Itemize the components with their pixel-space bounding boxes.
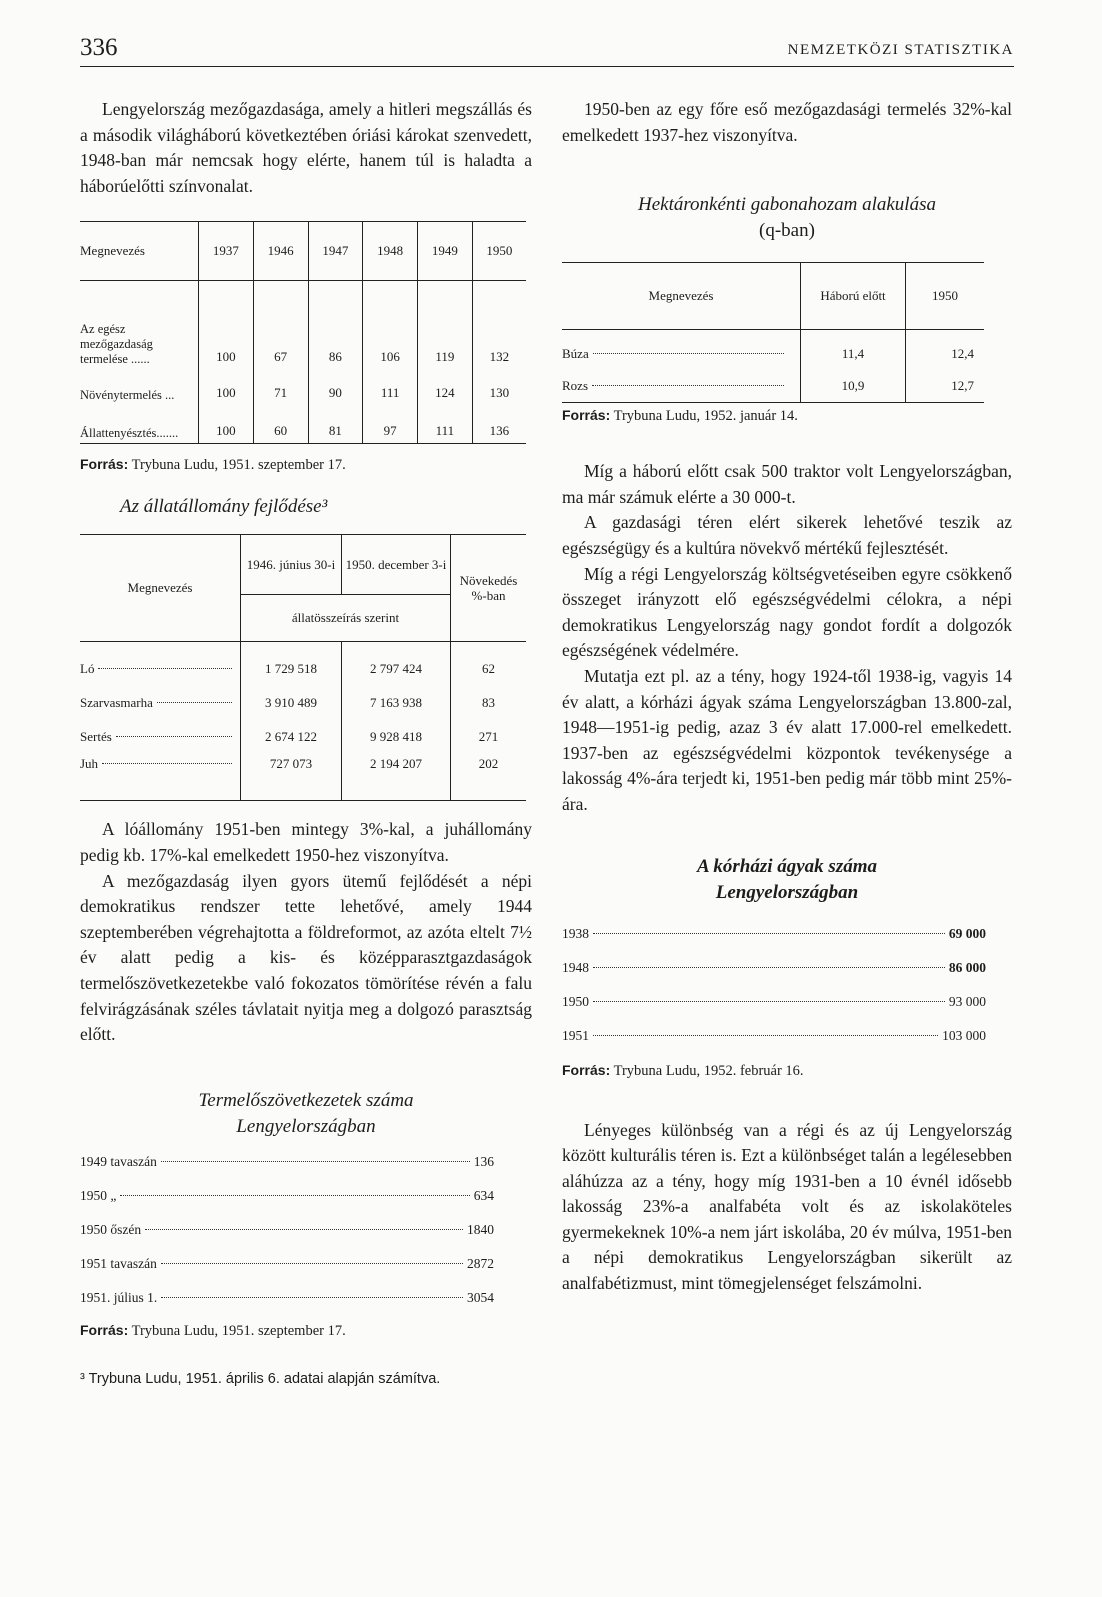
list-item (562, 960, 986, 994)
list-item-label: 1951 tavaszán (80, 1255, 157, 1271)
table-cell: 83 (451, 686, 527, 720)
col-header: 1946. június 30-i (241, 535, 342, 595)
list-item-label: 1950 „ (80, 1187, 117, 1203)
table-row (80, 686, 526, 720)
col-header: 1947 (308, 222, 363, 281)
list-item-label: 1950 (562, 993, 589, 1009)
col-header: 1946 (253, 222, 308, 281)
col-header: 1949 (418, 222, 473, 281)
table-cell: 81 (308, 405, 363, 444)
table-cell: 202 (451, 754, 527, 801)
list-item-value: 103 000 (942, 1027, 986, 1043)
tractor-paragraph: Míg a háború előtt csak 500 traktor volt Lengyelországban, ma már számuk elérte a 30 000-t. (562, 461, 1012, 507)
table1-source (80, 456, 532, 474)
col-header: Megnevezés (80, 222, 199, 281)
table-cell: 86 (308, 281, 363, 370)
yield-table-subtitle: (q-ban) (759, 220, 815, 242)
list-item-label: 1938 (562, 925, 589, 941)
row-label: Sertés (80, 729, 112, 745)
table-cell: 119 (418, 281, 473, 370)
list-item-label: 1950 őszén (80, 1221, 142, 1237)
list-item (562, 1028, 986, 1062)
row-label: Az egész mezőgazdaság termelése ...... (80, 322, 153, 367)
list-item (562, 994, 986, 1028)
list-item-value: 69 000 (948, 925, 986, 941)
table-cell: 124 (418, 369, 473, 405)
table-cell: 1 729 518 (241, 642, 342, 687)
table-cell: 136 (472, 405, 526, 444)
beds-title-line2: Lengyelországban (715, 881, 859, 903)
row-label: Szarvasmarha (80, 695, 153, 711)
yield-table-title: Hektáronkénti gabonahozam alakulása (638, 194, 936, 216)
list-item-value: 3054 (467, 1289, 494, 1305)
col-header: 1950. december 3-i (342, 535, 451, 595)
list-item (80, 1154, 494, 1188)
col-header: 1950 (472, 222, 526, 281)
col-header: Megnevezés (562, 263, 801, 330)
livestock-table-title: Az állatállomány fejlődése³ (120, 496, 328, 518)
table-cell: 10,9 (801, 370, 906, 403)
table-row (80, 642, 526, 687)
row-label: Ló (80, 661, 95, 677)
coop-title-line2: Lengyelországban (236, 1115, 376, 1137)
table-row (80, 754, 526, 801)
col-header: Háború előtt (801, 263, 906, 330)
row-label: Juh (80, 756, 99, 772)
table-cell: 71 (253, 369, 308, 405)
col-header: állatösszeírás szerint (241, 594, 451, 641)
list-item-value: 1840 (467, 1221, 494, 1237)
table-cell: 132 (472, 281, 526, 370)
table-cell: 130 (472, 369, 526, 405)
table-cell: 90 (308, 369, 363, 405)
col-header: Növekedés %-ban (451, 535, 527, 642)
source-label: Forrás: (80, 1321, 129, 1338)
row-label: Növénytermelés ... (80, 388, 175, 403)
list-item-label: 1948 (562, 959, 589, 975)
beds-list (562, 926, 986, 1062)
agriculture-paragraph: A mezőgazdaság ilyen gyors ütemű fejlődését a népi demokratikus rendszer tette lehetővé, amely 1944 szeptemberében végrehajtotta a földreformot, az azóta eltelt 7½ év alatt pedig a kis- és középparasztgazdaságok termelőszövetkezetekbe való fokozatos tömörítése révén a falu felvirágzásának széles távlatait nyitja meg a dolgozó parasztság előtt. (80, 870, 532, 1045)
source-label: Forrás: (80, 456, 129, 473)
health-culture-paragraph: A gazdasági téren elért sikerek lehetővé teszik az egészségügy és a kultúra növekvő mértékű fejlesztését. (562, 512, 1012, 558)
beds-title-line1: A kórházi ágyak száma (696, 855, 877, 877)
col-header: 1937 (199, 222, 254, 281)
table-cell: 97 (363, 405, 418, 444)
yield-source (562, 407, 1012, 425)
list-item (562, 926, 986, 960)
source-text: Trybuna Ludu, 1951. szeptember 17. (131, 1322, 346, 1339)
table-cell: 2 797 424 (342, 642, 451, 687)
table-row (562, 370, 984, 403)
col-header: Megnevezés (80, 535, 241, 642)
list-item-value: 86 000 (948, 959, 986, 975)
table-cell: 7 163 938 (342, 686, 451, 720)
table-cell: 62 (451, 642, 527, 687)
coop-list (80, 1154, 494, 1324)
list-item-value: 93 000 (948, 993, 986, 1009)
table-row (80, 281, 526, 370)
table-cell: 11,4 (801, 330, 906, 371)
table-cell: 12,7 (906, 370, 985, 403)
table-cell: 100 (199, 369, 254, 405)
coop-title-line1: Termelőszövetkezetek száma (198, 1089, 414, 1111)
list-item (80, 1222, 494, 1256)
list-item-label: 1951 (562, 1027, 589, 1043)
table-cell: 2 674 122 (241, 720, 342, 754)
table-cell: 3 910 489 (241, 686, 342, 720)
footnote: ³ Trybuna Ludu, 1951. április 6. adatai alapján számítva. (80, 1370, 441, 1387)
list-item-value: 136 (473, 1153, 494, 1169)
table-row (562, 330, 984, 371)
table-header-row (80, 535, 526, 595)
list-item-value: 634 (473, 1187, 494, 1203)
intro-paragraph: Lengyelország mezőgazdasága, amely a hitleri megszállás és a második világháború következtében óriási károkat szenvedett, 1948-ban már nemcsak hogy elérte, hanem túl is haladta a háborúelőtti színvonalat. (80, 99, 532, 196)
row-label: Búza (562, 346, 589, 362)
livestock-table (80, 534, 526, 801)
right-column (562, 97, 1012, 1297)
table-row (80, 720, 526, 754)
livestock-paragraph: A lóállomány 1951-ben mintegy 3%-kal, a juhállomány pedig kb. 17%-kal emelkedett 1950-hez viszonyítva. (80, 819, 532, 865)
table-row (80, 369, 526, 405)
list-item-value: 2872 (467, 1255, 494, 1271)
source-label: Forrás: (562, 1061, 611, 1078)
page-number: 336 (80, 34, 118, 61)
page-header (80, 34, 1014, 67)
left-column (80, 97, 532, 1388)
culture-paragraph: Lényeges különbség van a régi és az új Lengyelország között kulturális téren is. Ezt a különbséget talán a legélesebben aláhúzza az a tény, hogy míg 1931-ben a 10 évnél idősebb lakosság 23%-a analfabéta volt és az iskolaköteles gyermekeknek 10%-a nem járt iskolába, 20 év múlva, 1951-ben a népi demokratikus Lengyelországban sikerült az analfabétizmust, mint tömegjelenséget felszámolni. (562, 1119, 1012, 1294)
table-cell: 100 (199, 281, 254, 370)
coop-source (80, 1322, 532, 1340)
table-cell: 111 (363, 369, 418, 405)
table-cell: 9 928 418 (342, 720, 451, 754)
col-header: 1950 (906, 263, 985, 330)
source-text: Trybuna Ludu, 1951. szeptember 17. (131, 457, 346, 474)
table-row (80, 405, 526, 444)
grain-yield-table (562, 262, 984, 403)
list-item-label: 1949 tavaszán (80, 1153, 157, 1169)
table-cell: 100 (199, 405, 254, 444)
table-cell: 727 073 (241, 754, 342, 801)
hospital-beds-paragraph: Mutatja ezt pl. az a tény, hogy 1924-től 1938-ig, vagyis 14 év alatt, a kórházi ágyak száma Lengyelországban 13.800-zal, 1948—1951-ig pedig, azaz 3 év alatt 17.000-rel emelkedett. 1937-ben az egészségvédelmi központok tevékenysége a lakosság 4%-ára terjedt ki, 1951-ben pedig már több mint 25%-ára. (562, 665, 1012, 814)
budget-paragraph: Míg a régi Lengyelország költségvetéseiben egyre csökkenő összeget irányzott elő egészségvédelmi célokra, a népi demokratikus Lengyelország nagy gondot fordít a dolgozók egészségének védelmére. (562, 563, 1012, 661)
row-label: Állattenyésztés....... (80, 426, 179, 441)
production-index-table (80, 221, 526, 444)
table-cell: 106 (363, 281, 418, 370)
source-label: Forrás: (562, 407, 611, 424)
table-cell: 111 (418, 405, 473, 444)
source-text: Trybuna Ludu, 1952. január 14. (613, 408, 798, 425)
row-label: Rozs (562, 378, 588, 394)
table-cell: 2 194 207 (342, 754, 451, 801)
table-cell: 67 (253, 281, 308, 370)
list-item (80, 1290, 494, 1324)
per-capita-paragraph: 1950-ben az egy főre eső mezőgazdasági termelés 32%-kal emelkedett 1937-hez viszonyítva. (562, 99, 1012, 145)
list-item-label: 1951. július 1. (80, 1289, 158, 1305)
table-cell: 60 (253, 405, 308, 444)
col-header: 1948 (363, 222, 418, 281)
beds-source (562, 1062, 1012, 1080)
list-item (80, 1256, 494, 1290)
table-header-row (80, 222, 526, 281)
source-text: Trybuna Ludu, 1952. február 16. (613, 1062, 804, 1079)
running-head: NEMZETKÖZI STATISZTIKA (787, 42, 1014, 58)
list-item (80, 1188, 494, 1222)
table-header-row (562, 263, 984, 330)
table-cell: 271 (451, 720, 527, 754)
table-cell: 12,4 (906, 330, 985, 371)
